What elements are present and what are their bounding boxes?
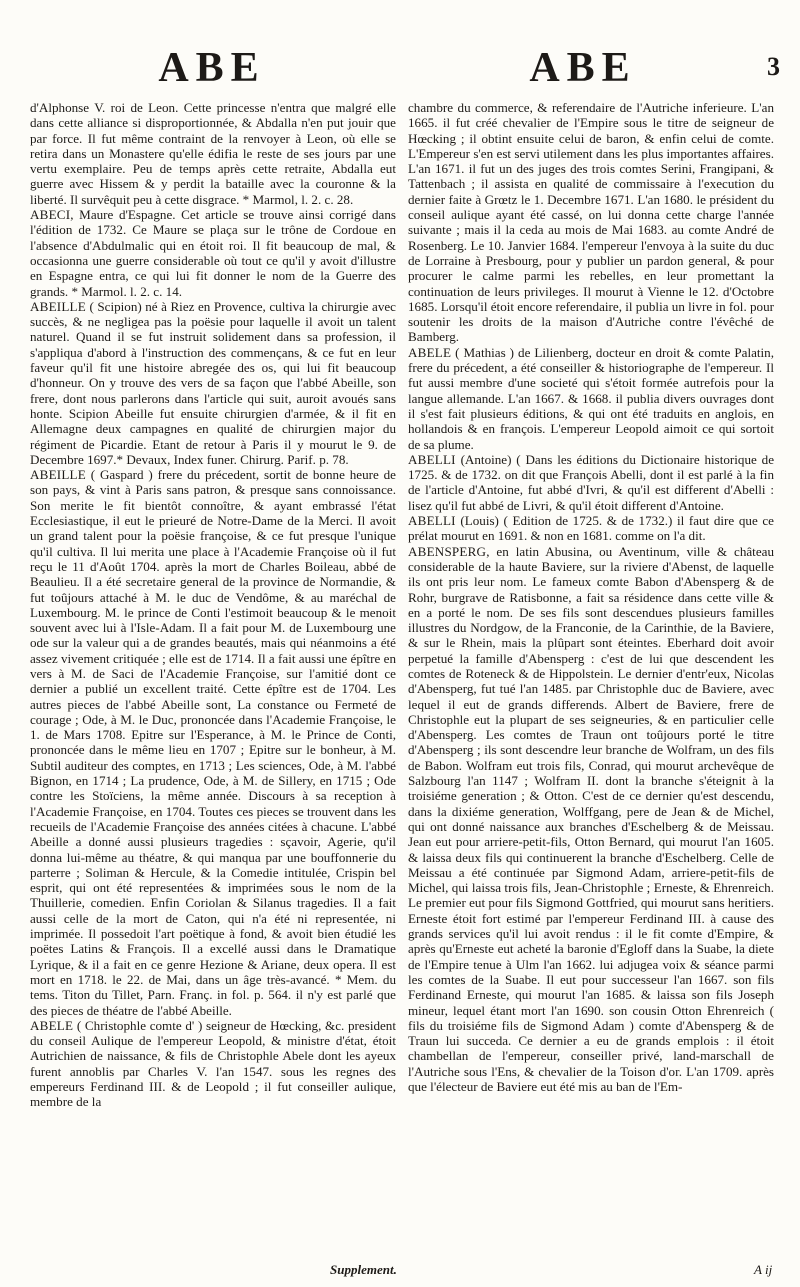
entry-paragraph [408, 100, 774, 345]
entry-paragraph [408, 452, 774, 513]
entry-paragraph [30, 299, 396, 467]
entry-headword: ABELE [408, 344, 452, 360]
entry-text: ( Christophle comte d' ) seigneur de Hœcking, &c. president du conseil Aulique de l'empereur Leopold, & ministre d'état, étoit Autrichien de naissance, & fils de Christophle Abele dont les ayeux furent annoblis par Charles V. l'an 1547. sous les regnes des empereurs Ferdinand III. & de Leopold ; il fut conseiller aulique, membre de la [30, 1017, 396, 1110]
catchword: Supplement. [330, 1262, 397, 1277]
entry-headword: ABEILLE [30, 467, 86, 483]
entry-paragraph [408, 544, 774, 1095]
entry-paragraph [408, 345, 774, 452]
entry-text: d'Alphonse V. roi de Leon. Cette princesse n'entra que malgré elle dans cette alliance si disproportionnée, & Abdalla n'en put jouir que par force. Il fut même contraint de la renvoyer à Leon, où elle se retira dans un Monastere qu'elle édifia le reste de ses jours par une vertu exemplaire. Peu de temps après cette retraite, Abdalla eut guerre avec Hissem & y perdit la bataille avec la couronne & la liberté. Il survêquit peu à cette disgrace. * Marmol, l. 2. c. 28. [30, 100, 396, 207]
entry-paragraph [30, 1018, 396, 1110]
entry-paragraph [408, 513, 774, 544]
entry-paragraph [30, 100, 396, 207]
entry-headword: ABECI [30, 207, 71, 223]
entry-paragraph [30, 467, 396, 1018]
entry-text: ( Gaspard ) frere du précedent, sortit de bonne heure de son pays, & vint à Paris sans patron, & presque sans connoissance. Son merite le fit bientôt connoître, & ayant embrassé l'état Ecclesiastique, il eut le prieuré de Notre-Dame de la Merci. Il avoit un grand talent pour la poësie françoise, & ce fut presque l'unique qu'il cultiva. Il lui merita une place à l'Academie Françoise où il fut reçu le 11 d'Août 1704. après la mort de Charles Boileau, abbé de Beaulieu. Il a été secretaire general de la province de Normandie, & fut toûjours attaché à M. le duc de Vendôme, & au maréchal de Luxembourg. M. le prince de Conti l'estimoit beaucoup & le menoit souvent avec lui à l'Isle-Adam. Il a fait pour M. de Luxembourg une ode sur la valeur qui a de grandes beautés, mais qui néanmoins a été assez vivement critiquée ; elle est de 1714. Il a fait aussi une épître en vers à M. de Saci de l'Academie Françoise, sur l'amitié dont ce dernier a publié un excellent traité. Cette épître est de 1704. Les autres pieces de l'abbé Abeille sont, La constance ou Fermeté de courage ; Ode, à M. le Duc, prononcée dans l'Academie Françoise, le 1. de Mars 1708. Epitre sur l'Esperance, à M. le Prince de Conti, prononcée dans le même lieu en 1707 ; Epitre sur le bonheur, à M. Subtil auditeur des comptes, en 1713 ; Les sciences, Ode, à M. l'abbé Bignon, en 1714 ; La prudence, Ode, à M. de Sillery, en 1715 ; Ode contre les Stoïciens, la même année. Discours à sa reception à l'Academie Françoise, en 1704. Toutes ces pieces se trouvent dans les recueils de l'Academie Françoise des années citées à chacune. L'abbé Abeille a donné aussi plusieurs tragedies : sçavoir, Agerie, qu'il donna lui-même au théatre, & qui manqua par une bouffonnerie du parterre ; Soliman & Hercule, & la Comedie intitulée, Crispin bel esprit, qui ont été representées & imprimées sous le nom de la Thuillerie, comedien. Enfin Coriolan & Silanus tragedies. Il a fait aussi celle de la mort de Caton, qui n'a été ni representée, ni imprimée. Il possedoit l'art poëtique à fond, & avoit bien étudié les poëtes Latins & François. Il a excellé aussi dans le Dramatique Lyrique, & il a fait en ce genre Hezione & Ariane, deux opera. Il est mort en 1718. le 22. de Mai, dans un âge très-avancé. * Mem. du tems. Titon du Tillet, Parn. Franç. in fol. p. 564. il n'y est parlé que des pieces de théatre de l'abbé Abeille. [30, 467, 396, 1018]
entry-text: , Maure d'Espagne. Cet article se trouve ainsi corrigé dans l'édition de 1732. Ce Maure se plaça sur le trône de Cordoue en l'absence d'Abdulmalic qui en étoit roi. Il fit beaucoup de mal, & occasionna une guerre considerable où tout ce qu'il y avoit d'illustre en Espagne entra, ce qui lui fit donner le nom de la Guerre des grands. * Marmol. l. 2. c. 14. [30, 207, 396, 299]
entry-headword: ABENSPERG [408, 543, 487, 559]
entry-text: ( Scipion) né à Riez en Provence, cultiva la chirurgie avec succès, & ne negligea pas la poësie pour laquelle il avoit un talent naturel. Quand il se fut instruit solidement dans sa profession, il s'appliqua d'abord à l'instruction des commençans, & ce fut en leur faveur qu'il fit une histoire abregée des os, qui lui fit beaucoup d'honneur. On y trouve des vers de sa façon que l'abbé Abeille, son frere, dont nous parlerons dans l'article qui suit, auroit avoués sans honte. Scipion Abeille fut ensuite chirurgien d'armée, & il fit en Allemagne deux campagnes en qualité de chirurgien major du régiment de Picardie. Etant de retour à Paris il y mourut le 9. de Decembre 1697.* Devaux, Index funer. Chirurg. Parif. p. 78. [30, 298, 396, 467]
entry-headword: ABELLI [408, 513, 456, 529]
running-head-left: ABE [158, 45, 266, 91]
entry-text: , en latin Abusina, ou Aventinum, ville & château considerable de la haute Baviere, sur la riviere d'Abenst, de laquelle ils ont pris leur nom. Le fameux comte Babon d'Abensperg & de Rohr, burgrave de Ratisbonne, a fait sa résidence dans cette ville & en a porté le nom. De ses fils sont descendues plusieurs familles illustres du Nordgow, de la Franconie, de la Carinthie, de la Baviere, & sur le Rhein, mais la plûpart sont éteintes. Eberhard doit avoir perpetué la famille d'Abensperg : c'est de lui que descendent les comtes de Roteneck & de Hippolstein. Le dernier d'entr'eux, Nicolas d'Abensperg, fut tué l'an 1485. par Christophle duc de Baviere, avec lequel il eut de grands differends. Albert de Baviere, frere de Christophle eut la plupart de ses seigneuries, & en particulier celle d'Abensperg. Les comtes de Traun ont toûjours porté le titre d'Abensperg ; ils sont descendre leur branche de Wolfram, un des fils de Babon. Wolfram eut trois fils, Conrad, qui mourut archevêque de Salzbourg l'an 1147 ; Wolfram II. dont la branche s'éteignit à la troisiéme generation ; & Otton. C'est de ce dernier qu'est descendu, dans la dixiéme generation, Wolffgang, pere de Jean & de Michel, qui ont donné naissance aux branches d'Eschelberg & de Meissau. Jean eut pour arriere-petit-fils, Otton Bernard, qui mourut l'an 1605. & laissa deux fils qui continuerent la branche d'Eschelberg. Celle de Meissau a été continuée par Sigmond Adam, arriere-petit-fils de Michel, qui laissa trois fils, Jean-Christophle ; Erneste, & Ehrenreich. Le premier eut pour fils Sigmond Gottfried, qui mourut sans heritiers. Erneste étoit fort estimé par l'empereur Ferdinand III. à cause des grands services qu'il lui avoit rendus : il le fit comte d'Empire, & après qu'Erneste eut acheté la baronie d'Egloff dans la Suabe, la diete de l'Empire tenue à Ulm l'an 1662. lui adjugea voix & séance parmi les comtes de la Suabe. Il eut pour successeur l'an 1667. son fils Ferdinand Erneste, qui mourut l'an 1685. & laissa son fils Joseph mineur, lequel étant mort l'an 1690. son cousin Otton Ehrenreich ( fils du troisiéme fils de Sigmond Adam ) comte d'Abensperg & de Traun lui succeda. Ce dernier a eu de grands emplois : il étoit chambellan de l'empereur, conseiller privé, land-marschall de l'Autriche sous l'Ens, & chevalier de la Toison d'or. L'an 1709. après que l'électeur de Baviere eut été mis au ban de l'Em- [408, 543, 774, 1094]
right-column [408, 100, 774, 1270]
page-number: 3 [767, 52, 780, 81]
signature-mark: A ij [754, 1262, 773, 1277]
running-head-right: ABE [529, 45, 637, 91]
entry-headword: ABELE [30, 1017, 74, 1033]
left-column [30, 100, 396, 1270]
entry-paragraph [30, 207, 396, 299]
entry-text: (Antoine) ( Dans les éditions du Dictionaire historique de 1725. & de 1732. on dit que François Abelli, dont il est parlé à la fin de l'article d'Antoine, fut abbé d'Ivri, & qu'il est different d'Abelli : lisez qu'il fut abbé de Livri, & qu'il étoit different d'Antoine. [408, 451, 774, 513]
entry-text: (Louis) ( Edition de 1725. & de 1732.) il faut dire que ce prélat mourut en 1691. & non en 1681. comme on l'a dit. [408, 513, 774, 544]
page-footer [0, 1262, 800, 1284]
entry-text: chambre du commerce, & referendaire de l'Autriche inferieure. L'an 1665. il fut créé chevalier de l'Empire sous le titre de seigneur de Hœcking ; il obtint ensuite celui de baron, & enfin celui de comte. L'Empereur s'en est servi utilement dans les plus importantes affaires. L'an 1671. il fut un des juges des trois comtes Serini, Frangipani, & Tattenbach ; il assista en qualité de commissaire à l'execution du dernier faite à Grœtz le 1. Decembre 1671. L'an 1680. le président du conseil aulique ayant été cassé, on lui donna cette charge l'année suivante ; mais il la ceda au mois de Mai 1683. au comte André de Rosenberg. Le 10. Janvier 1684. l'empereur l'envoya à la suite du duc de Lorraine à Presbourg, pour y publier un pardon general, & pour procurer le calme parmi les rebelles, en leur promettant la continuation de leurs privileges. Il mourut à Vienne le 12. d'Octobre 1685. Lorsqu'il étoit encore referendaire, il publia un livre in fol. pour soutenir les droits de la maison d'Autriche contre l'évêché de Bamberg. [408, 100, 774, 345]
entry-headword: ABELLI [408, 451, 456, 467]
page-header [32, 44, 780, 96]
entry-headword: ABEILLE [30, 298, 86, 314]
entry-text: ( Mathias ) de Lilienberg, docteur en droit & comte Palatin, frere du précedent, a été conseiller & historiographe de l'empereur. Il fut aussi membre d'une societé qui s'étoit formée autrefois pour la langue allemande. L'an 1667. & 1668. il publia divers ouvrages dont il s'est fait plusieurs éditions, & qui ont été traduits en anglois, en hollandois & en françois. L'empereur Leopold aimoit ce qui sortoit de sa plume. [408, 344, 774, 452]
